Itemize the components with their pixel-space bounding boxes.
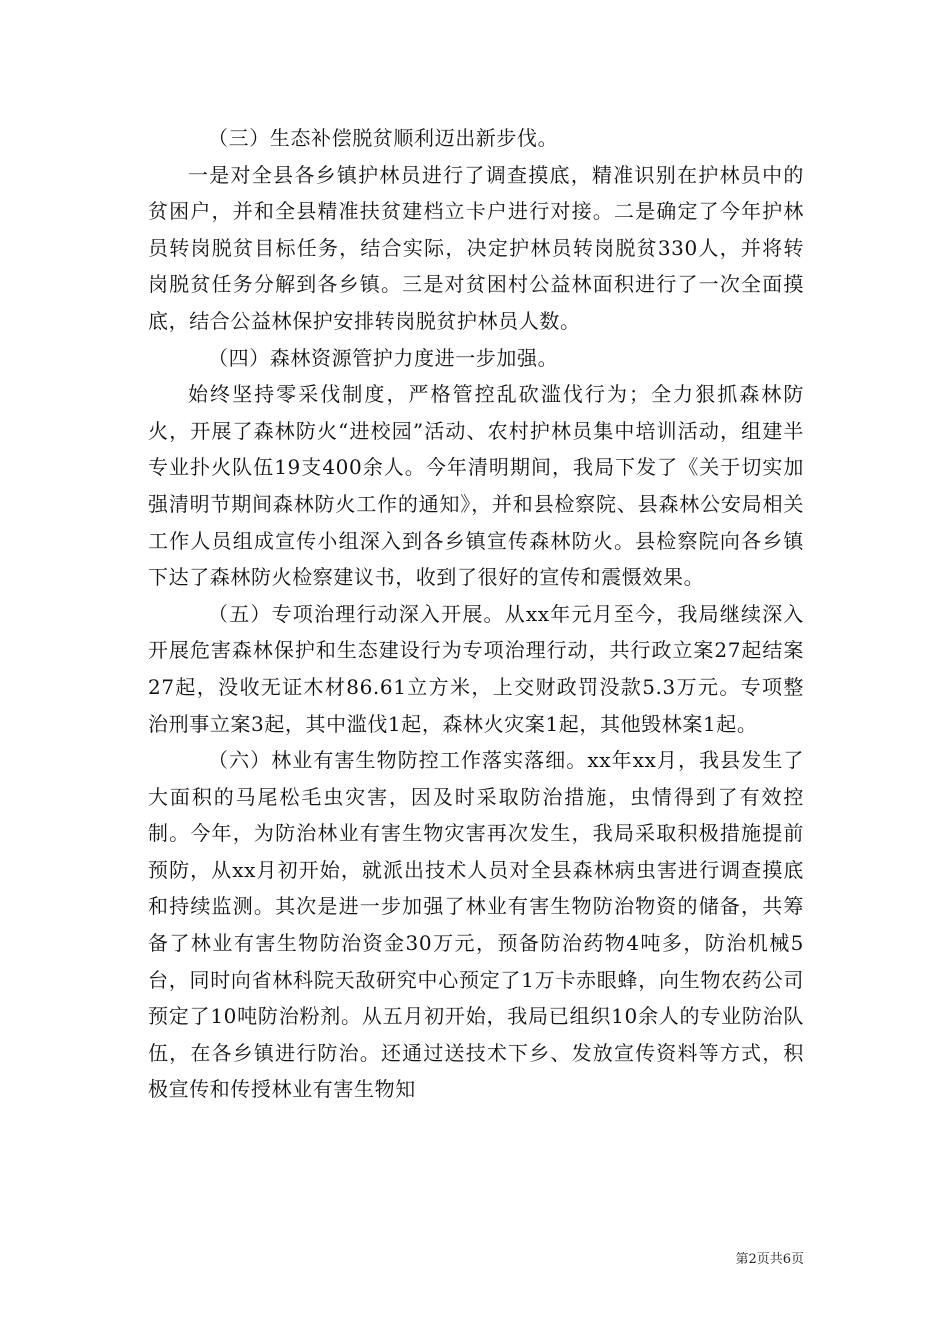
paragraph-eco-compensation: 一是对全县各乡镇护林员进行了调查摸底，精准识别在护林员中的贫困户，并和全县精准扶贫建档立卡户进行对接。二是确定了今年护林员转岗脱贫目标任务，结合实际，决定护林员转岗脱贫330人，并将转岗脱贫任务分解到各乡镇。三是对贫困村公益林面积进行了一次全面摸底，结合公益林保护安排转岗脱贫护林员人数。: [148, 162, 804, 333]
section-heading-3: （三）生态补偿脱贫顺利迈出新步伐。: [208, 126, 559, 150]
paragraph-pest-control: （六）林业有害生物防控工作落实落细。xx年xx月，我县发生了大面积的马尾松毛虫灾害，因及时采取防治措施，虫情得到了有效控制。今年，为防治林业有害生物灾害再次发生，我局采取积极措施提前预防，从xx月初开始，就派出技术人员对全县森林病虫害进行调查摸底和持续监测。其次是进一步加强了林业有害生物防治物资的储备，共筹备了林业有害生物防治资金30万元，预备防治药物4吨多，防治机械5台，同时向省林科院天敌研究中心预定了1万卡赤眼蜂，向生物农药公司预定了10吨防治粉剂。从五月初开始，我局已组织10余人的专业防治队伍，在各乡镇进行防治。还通过送技术下乡、发放宣传资料等方式，积极宣传和传授林业有害生物知: [148, 748, 804, 1102]
document-body: [148, 120, 804, 1108]
paragraph-forest-protection: 始终坚持零采伐制度，严格管控乱砍滥伐行为；全力狠抓森林防火，开展了森林防火“进校园”活动、农村护林员集中培训活动，组建半专业扑火队伍19支400余人。今年清明期间，我局下发了《关于切实加强清明节期间森林防火工作的通知》，并和县检察院、县森林公安局相关工作人员组成宣传小组深入到各乡镇宣传森林防火。县检察院向各乡镇下达了森林防火检察建议书，收到了很好的宣传和震慑效果。: [148, 382, 804, 590]
paragraph-special-campaign: （五）专项治理行动深入开展。从xx年元月至今，我局继续深入开展危害森林保护和生态建设行为专项治理行动，共行政立案27起结案27起，没收无证木材86.61立方米，上交财政罚没款5.3万元。专项整治刑事立案3起，其中滥伐1起，森林火灾案1起，其他毁林案1起。: [148, 601, 804, 736]
page-number-footer: 第2页共6页: [735, 1252, 804, 1267]
section-heading-4: （四）森林资源管护力度进一步加强。: [208, 345, 559, 370]
